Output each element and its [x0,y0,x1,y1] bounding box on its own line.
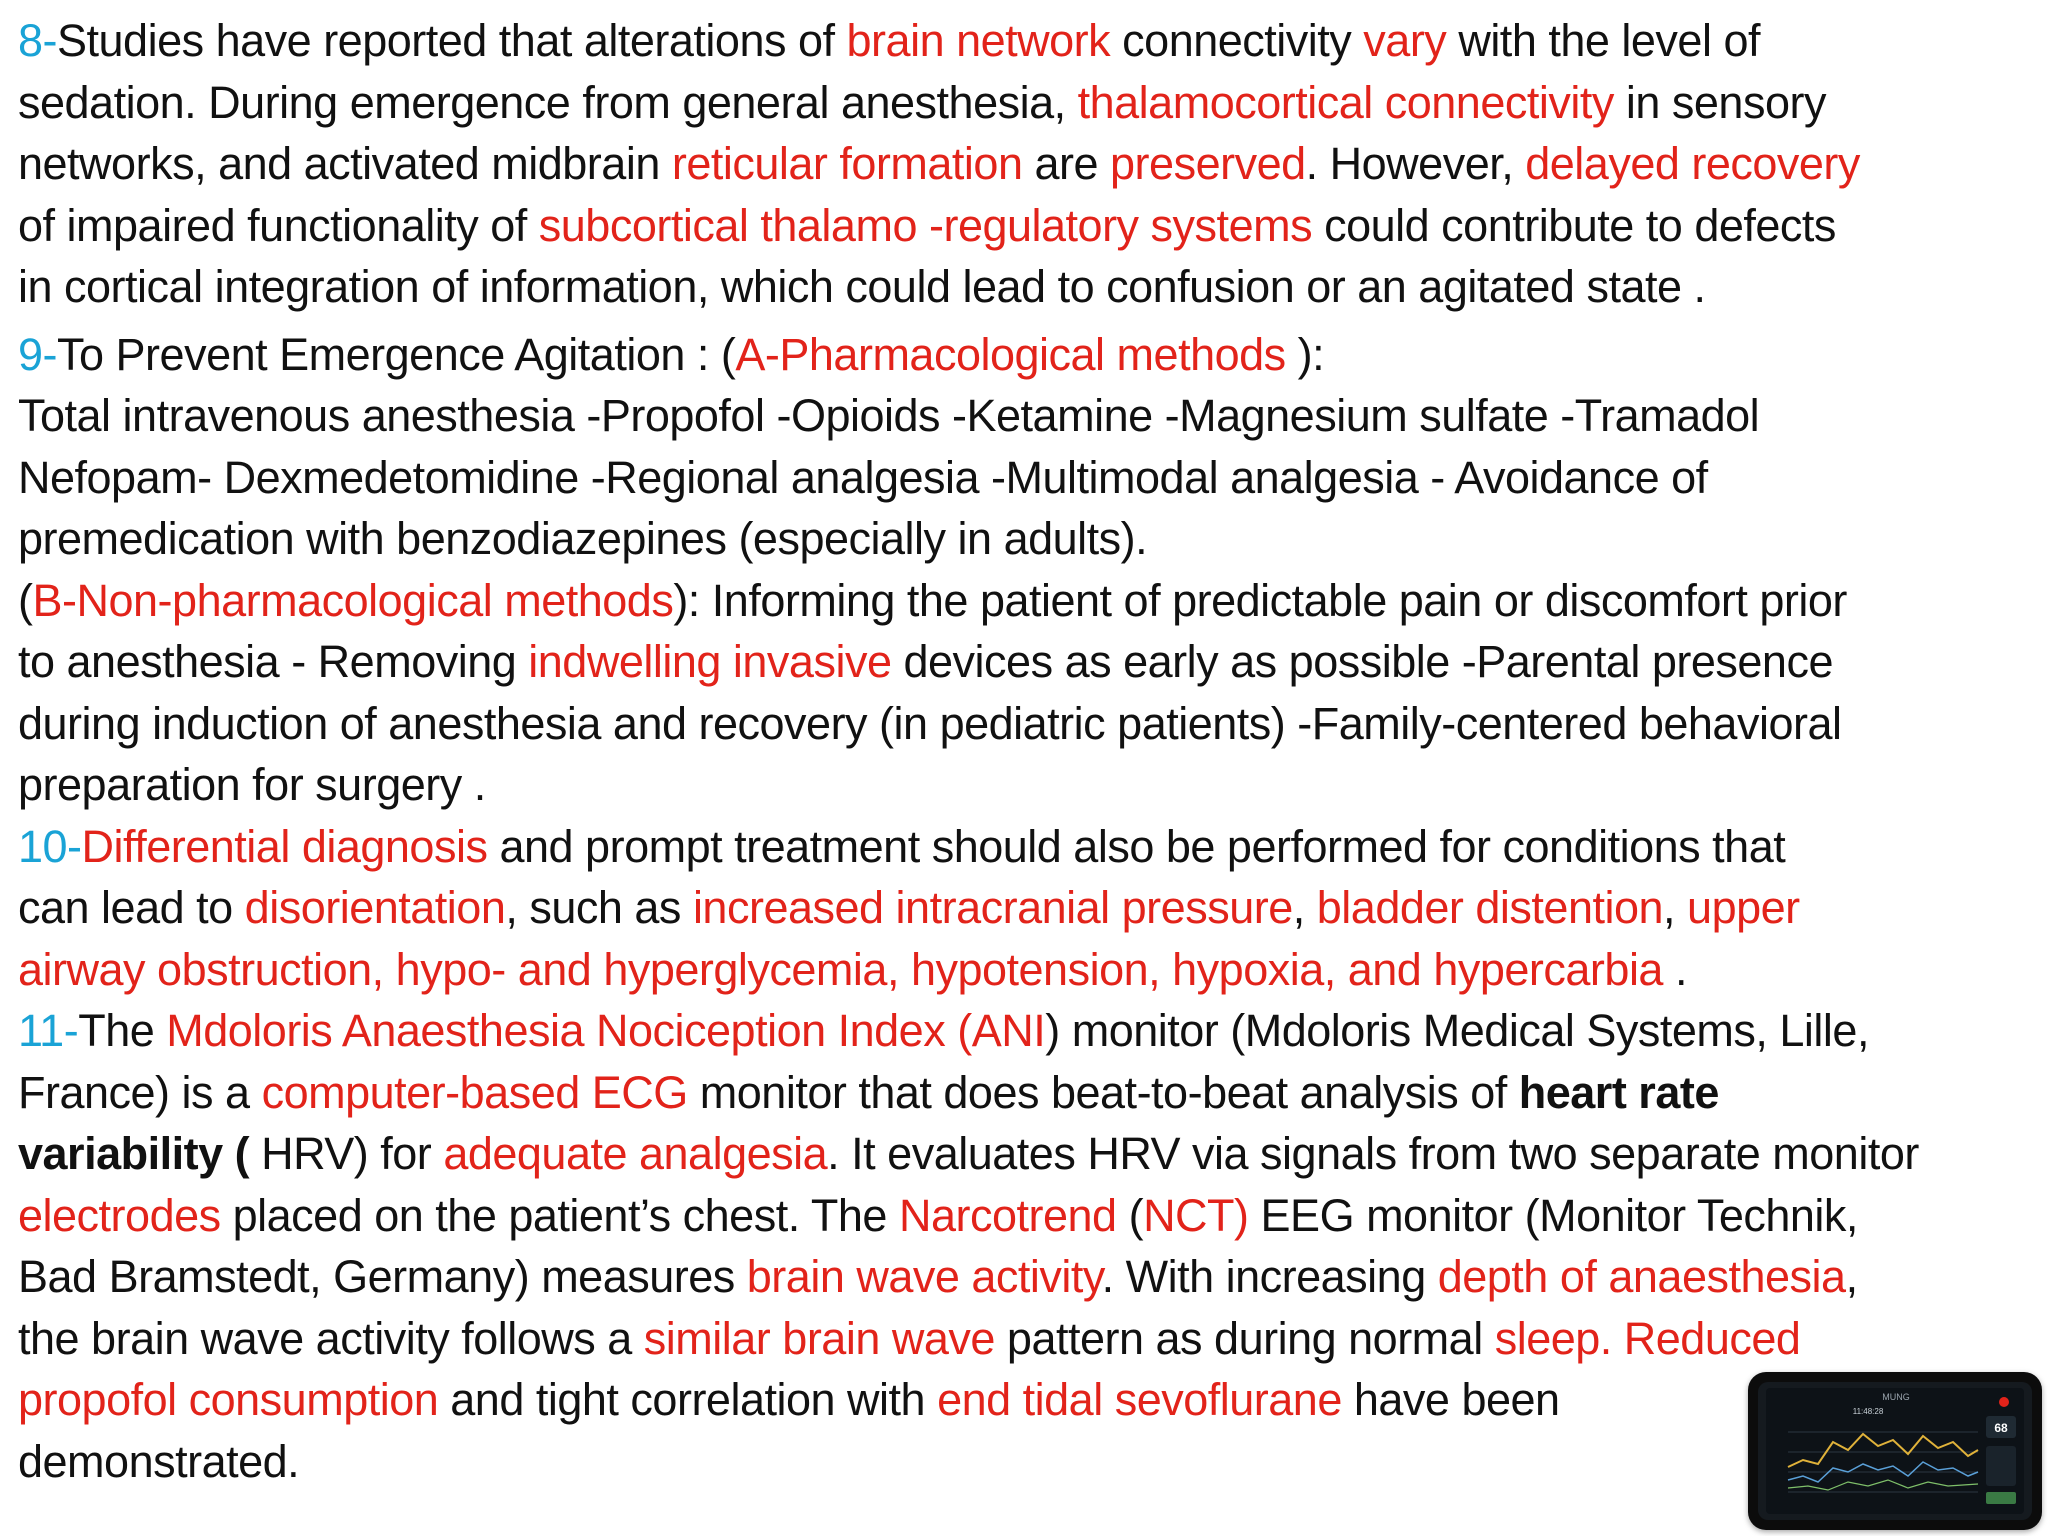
text-span: . It evaluates HRV via signals from two separate monitor [827,1128,1919,1179]
monitor-device-image [1748,1372,2042,1530]
text-span: The [78,1005,167,1056]
text-span: and prompt treatment should also be performed for conditions that [487,820,1786,872]
text-span: HRV) for [249,1128,444,1179]
text-span: monitor that does beat-to-beat analysis of [687,1066,1519,1118]
highlighted-term: delayed recovery [1525,138,1860,189]
text-line [18,1123,2030,1185]
text-span: Bad Bramstedt, Germany) measures [18,1251,747,1302]
text-line [18,1062,2030,1124]
text-span: , [1845,1251,1858,1302]
text-span: , [1292,882,1317,933]
text-span: ): [1285,328,1325,380]
text-line [18,385,2030,447]
text-line [18,195,2030,257]
highlighted-term: adequate analgesia [443,1128,828,1179]
text-span: Nefopam- Dexmedetomidine -Regional analgesia -Multimodal analgesia - Avoidance of [18,451,1708,503]
text-line [18,816,2030,878]
slide-text [18,10,2030,1492]
text-span: EEG monitor (Monitor Technik, [1248,1189,1858,1241]
text-span: placed on the patient’s chest. The [220,1189,899,1241]
paragraph-number: 9- [18,328,58,380]
text-span: during induction of anesthesia and recovery (in pediatric patients) -Family-centered behavioral [18,697,1842,749]
paragraph-8 [18,10,2030,318]
highlighted-term: preserved [1110,138,1306,189]
text-line [18,693,2030,755]
text-line [18,72,2030,134]
text-span: sedation. During emergence from general anesthesia, [18,76,1078,128]
text-span: the brain wave activity follows a [18,1312,644,1364]
paragraph-11 [18,1000,2030,1492]
monitor-screen-graphic [1748,1372,2042,1530]
highlighted-term: airway obstruction, hypo- and hyperglycemia, hypotension, hypoxia, and hypercarbia [18,943,1663,995]
text-line [18,570,2030,632]
text-span: and tight correlation with [438,1374,938,1425]
highlighted-term: Mdoloris Anaesthesia Nociception Index (ANI [166,1005,1046,1056]
text-span: premedication with benzodiazepines (especially in adults). [18,513,1148,564]
text-span: pattern as during normal [994,1312,1495,1364]
monitor-indicator-value: 68 [1994,1421,2008,1435]
paragraph-10 [18,816,2030,1001]
paragraph-number: 11- [18,1005,79,1056]
text-line [18,256,2030,318]
highlighted-term: increased intracranial pressure [692,882,1293,933]
monitor-time: 11:48:28 [1852,1407,1884,1416]
text-line [18,631,2030,693]
text-span: Total intravenous anesthesia -Propofol -Opioids -Ketamine -Magnesium sulfate -Tramadol [18,390,1760,441]
text-span: To Prevent Emergence Agitation : ( [57,328,736,380]
text-line [18,324,2030,386]
monitor-title: MUNG [1882,1392,1910,1402]
text-span: , such as [505,882,693,933]
highlighted-term: NCT) [1143,1189,1249,1241]
highlighted-term: thalamocortical connectivity [1077,76,1614,128]
text-span: France) is a [18,1066,262,1118]
highlighted-term: electrodes [18,1189,221,1241]
highlighted-term: propofol consumption [18,1374,439,1425]
highlighted-term: brain network [846,15,1111,66]
text-span: , [1663,882,1688,933]
highlighted-term: A-Pharmacological methods [735,328,1286,380]
text-span: have been [1341,1374,1560,1425]
highlighted-term: sleep. Reduced [1494,1312,1801,1364]
text-span: networks, and activated midbrain [18,138,672,189]
text-span: in cortical integration of information, which could lead to confusion or an agitated state . [18,261,1706,312]
text-span: could contribute to defects [1312,199,1836,251]
text-line [18,133,2030,195]
text-line [18,877,2030,939]
text-span: . With increasing [1101,1251,1438,1302]
bold-term: variability ( [18,1128,250,1179]
text-line [18,508,2030,570]
text-span: . However, [1305,138,1526,189]
text-span: preparation for surgery . [18,759,486,810]
text-span: are [1022,138,1111,189]
highlighted-term: Narcotrend [898,1189,1117,1241]
highlighted-term: end tidal sevoflurane [937,1374,1342,1425]
highlighted-term: B-Non-pharmacological methods [32,574,674,626]
text-span: ) monitor (Mdoloris Medical Systems, Lille, [1045,1005,1869,1056]
highlighted-term: brain wave activity [746,1251,1102,1302]
bold-term: heart rate [1518,1066,1719,1118]
text-span: Studies have reported that alterations of [57,15,847,66]
text-span: demonstrated. [18,1435,300,1487]
text-line [18,939,2030,1001]
text-span: ( [18,574,33,626]
text-span: connectivity [1110,15,1364,66]
paragraph-number: 10- [18,820,82,872]
text-line [18,754,2030,816]
highlighted-term: Differential diagnosis [81,820,488,872]
text-line [18,1369,2030,1431]
text-span: with the level of [1446,15,1760,66]
text-line [18,10,2030,72]
text-span: can lead to [18,882,245,933]
text-span: in sensory [1613,76,1826,128]
highlighted-term: disorientation [244,882,506,933]
highlighted-term: reticular formation [671,138,1023,189]
highlighted-term: upper [1687,882,1800,933]
text-span: ): Informing the patient of predictable pain or discomfort prior [673,574,1847,626]
highlighted-term: indwelling invasive [528,636,892,687]
highlighted-term: vary [1363,15,1447,66]
highlighted-term: computer-based ECG [261,1066,688,1118]
text-span: devices as early as possible -Parental presence [891,636,1833,687]
paragraph-9 [18,324,2030,816]
text-span: . [1662,943,1687,995]
text-span: ( [1116,1189,1144,1241]
text-line [18,1431,2030,1493]
paragraph-number: 8- [18,15,58,66]
highlighted-term: depth of anaesthesia [1437,1251,1846,1302]
highlighted-term: bladder distention [1316,882,1664,933]
text-line [18,447,2030,509]
text-line [18,1185,2030,1247]
text-span: to anesthesia - Removing [18,636,529,687]
text-line [18,1000,2030,1062]
text-line [18,1246,2030,1308]
text-span: of impaired functionality of [18,199,539,251]
text-line [18,1308,2030,1370]
highlighted-term: subcortical thalamo -regulatory systems [538,199,1313,251]
highlighted-term: similar brain wave [643,1312,995,1364]
